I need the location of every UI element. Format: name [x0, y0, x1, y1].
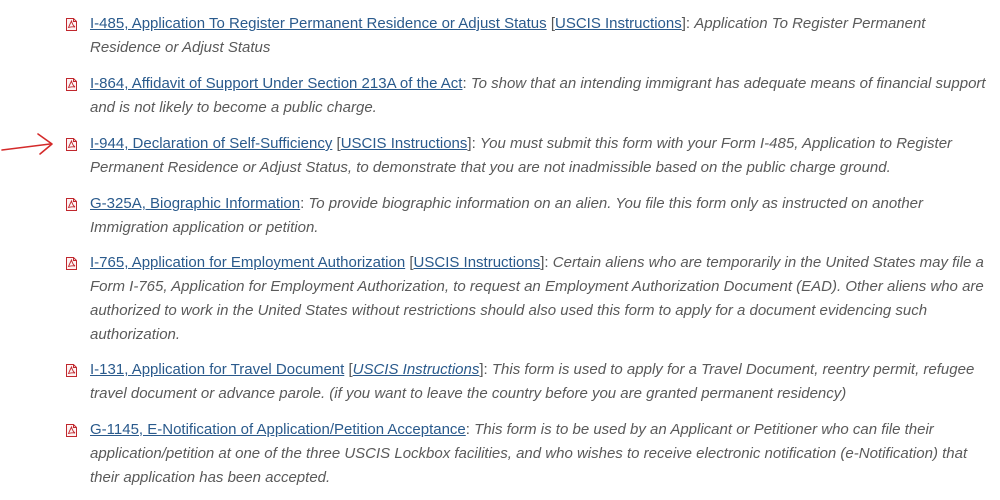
form-item-g325a — [66, 192, 996, 240]
separator: : — [300, 195, 309, 212]
form-description: This form is used to apply for a Travel Document, reentry permit, refugee travel document or advance parole. (if you want to leave the country before you are granted permanent residency) — [90, 361, 975, 402]
separator: : — [483, 361, 492, 378]
form-description: To show that an intending immigrant has adequate means of financial support and is not likely to become a public charge. — [90, 75, 986, 116]
instructions-link[interactable]: USCIS Instructions — [555, 15, 682, 32]
bracket-close: ] — [681, 15, 686, 32]
form-link[interactable]: I-131, Application for Travel Document — [90, 361, 345, 378]
bracket-close: ] — [540, 254, 545, 271]
form-item-i765 — [66, 251, 996, 347]
bracket-open: [ — [336, 135, 341, 152]
form-item-i131 — [66, 358, 996, 406]
separator: : — [465, 421, 475, 438]
form-link[interactable]: G-1145, E-Notification of Application/Petition Acceptance — [90, 421, 466, 438]
bracket-close: ] — [479, 361, 484, 378]
bracket-open: [ — [348, 361, 353, 378]
instructions-link[interactable]: USCIS Instructions — [340, 135, 468, 152]
form-link[interactable]: G-325A, Biographic Information — [90, 195, 301, 212]
pdf-icon — [66, 424, 77, 437]
separator: : — [685, 15, 695, 32]
pdf-icon — [66, 364, 77, 377]
pdf-icon — [66, 198, 77, 211]
separator: : — [544, 254, 553, 271]
form-link[interactable]: I-864, Affidavit of Support Under Section 213A of the Act — [90, 75, 463, 92]
form-description: To provide biographic information on an alien. You file this form only as instructed on another Immigration application or petition. — [90, 195, 924, 236]
instructions-link[interactable]: USCIS Instructions — [413, 254, 541, 271]
bracket-close: ] — [467, 135, 472, 152]
bracket-open: [ — [550, 15, 555, 32]
form-link[interactable]: I-765, Application for Employment Authorization — [90, 254, 406, 271]
separator: : — [462, 75, 471, 92]
separator: : — [471, 135, 480, 152]
form-item-i864 — [66, 72, 996, 120]
pdf-icon — [66, 257, 77, 270]
pdf-icon — [66, 138, 77, 151]
form-link[interactable]: I-944, Declaration of Self-Sufficiency — [90, 135, 333, 152]
form-item-i944 — [66, 132, 996, 180]
form-description: Application To Register Permanent Residence or Adjust Status — [90, 15, 926, 56]
form-link[interactable]: I-485, Application To Register Permanent Residence or Adjust Status — [90, 15, 547, 32]
form-description: You must submit this form with your Form I-485, Application to Register Permanent Residence or Adjust Status, to demonstrate that you are not inadmissible based on the public charge ground. — [90, 135, 953, 176]
form-item-g1145 — [66, 418, 996, 490]
form-item-i485 — [66, 12, 996, 60]
red-arrow-annotation — [0, 130, 60, 160]
bracket-open: [ — [409, 254, 414, 271]
instructions-link[interactable]: USCIS Instructions — [352, 361, 480, 378]
form-description: This form is to be used by an Applicant or Petitioner who can file their application/petition at one of the three USCIS Lockbox facilities, and who wishes to receive electronic notification (e-Notification) that their application has been accepted. — [90, 421, 968, 486]
form-description: Certain aliens who are temporarily in the United States may file a Form I-765, Application for Employment Authorization, to request an Employment Authorization Document (EAD). Other aliens who are authorized to work in the United States without restrictions should also used this form to apply for a document evidencing such authorization. — [90, 254, 984, 343]
pdf-icon — [66, 78, 77, 91]
pdf-icon — [66, 18, 77, 31]
